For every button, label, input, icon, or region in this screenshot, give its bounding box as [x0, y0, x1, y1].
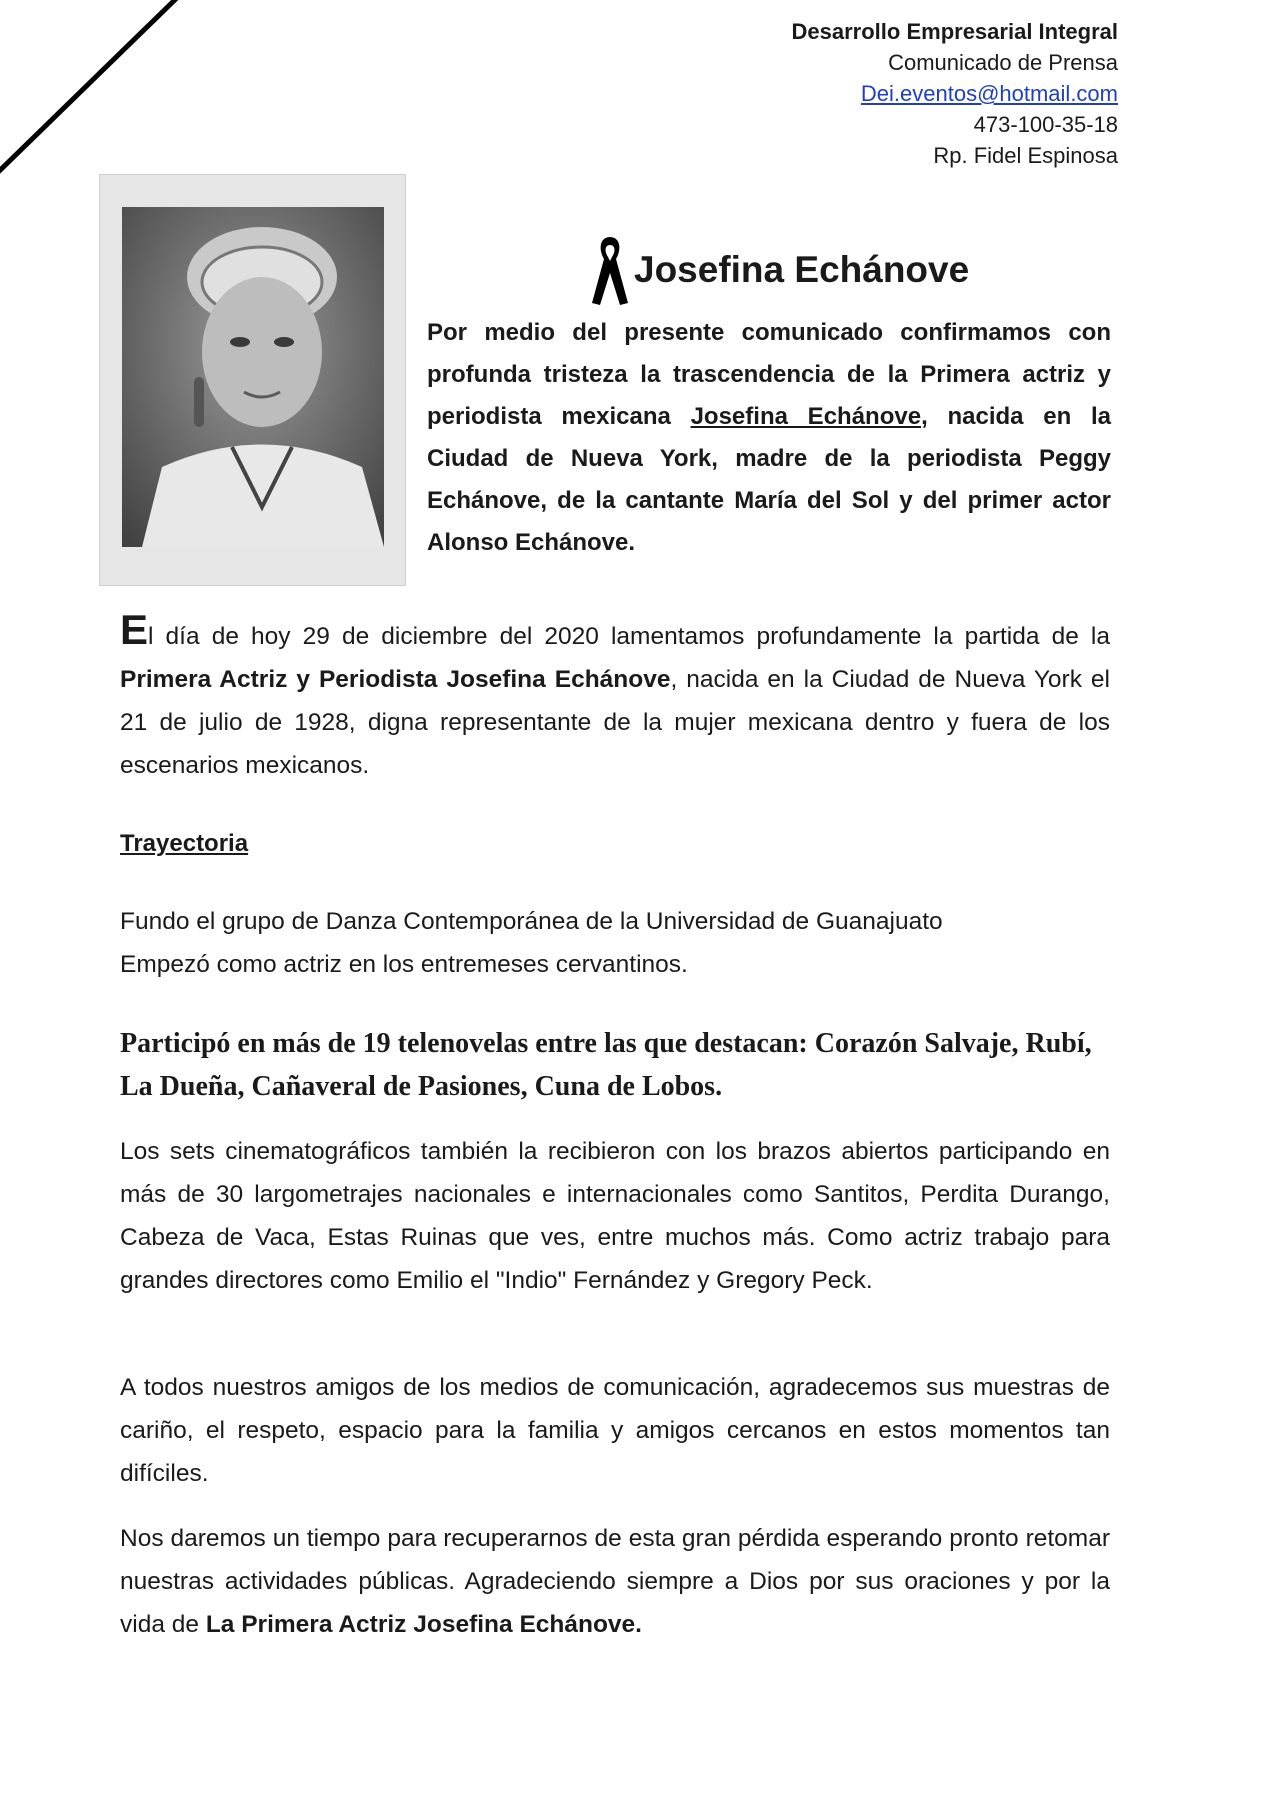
intro-paragraph	[427, 312, 1111, 564]
paragraph-career	[120, 900, 1110, 986]
announcement-bold-name: Primera Actriz y Periodista Josefina Echánove	[120, 666, 671, 693]
intro-text-end: , nacida en la Ciudad de Nueva York, madre de la periodista Peggy Echánove, de la cantante María del Sol y del primer actor Alonso Echánove.	[427, 403, 1112, 556]
paragraph-thanks: A todos nuestros amigos de los medios de comunicación, agradecemos sus muestras de cariño, el respeto, espacio para la familia y amigos cercanos en estos momentos tan difíciles.	[120, 1374, 1110, 1487]
contact-representative: Rp. Fidel Espinosa	[933, 143, 1118, 168]
contact-email-link[interactable]: Dei.eventos@hotmail.com	[860, 81, 1118, 106]
portrait-photo	[122, 207, 384, 547]
closing-text: Nos daremos un tiempo para recuperarnos de esta gran pérdida esperando pronto retomar nuestras actividades públicas. Agradeciendo siempre a Dios por sus oraciones y por la vida de	[120, 1525, 1110, 1638]
telenovelas-highlight: Participó en más de 19 telenovelas entre las que destacan: Corazón Salvaje, Rubí, La Dueña, Cañaveral de Pasiones, Cuna de Lobos.	[120, 1028, 1092, 1102]
organization-name: Desarrollo Empresarial Integral	[791, 19, 1118, 44]
black-ribbon-icon	[590, 233, 630, 307]
closing-bold-name: La Primera Actriz Josefina Echánove.	[205, 1611, 642, 1638]
page-title: Josefina Echánove	[634, 249, 970, 290]
title-row	[590, 233, 969, 307]
section-title-trayectoria: Trayectoria	[120, 830, 249, 857]
contact-phone: 473-100-35-18	[973, 112, 1118, 137]
intro-text-start: Por medio del presente comunicado confirmamos con profunda tristeza la trascendencia de la Primera actriz y periodista mexicana	[427, 319, 1111, 430]
press-header	[792, 16, 1118, 171]
paragraph-closing	[120, 1517, 1110, 1646]
mourning-stripe-icon	[0, 0, 200, 200]
intro-name-underlined: Josefina Echánove	[690, 403, 922, 430]
announcement-text-start: l día de hoy 29 de diciembre del 2020 lamentamos profundamente la partida de la	[148, 623, 1110, 650]
drop-cap: E	[120, 606, 149, 653]
career-line-1: Fundo el grupo de Danza Contemporánea de la Universidad de Guanajuato	[120, 908, 943, 935]
career-line-2: Empezó como actriz en los entremeses cervantinos.	[120, 951, 688, 978]
document-type: Comunicado de Prensa	[888, 50, 1118, 75]
paragraph-films: Los sets cinematográficos también la recibieron con los brazos abiertos participando en más de 30 largometrajes nacionales e internacionales como Santitos, Perdita Durango, Cabeza de Vaca, Estas Ruinas que ves, entre muchos más. Como actriz trabajo para grandes directores como Emilio el "Indio" Fernández y Gregory Peck.	[120, 1138, 1110, 1294]
portrait-photo-frame	[99, 174, 406, 586]
paragraph-announcement	[120, 606, 1111, 787]
announcement-text-end: , nacida en la Ciudad de Nueva York el 21 de julio de 1928, digna representante de la mujer mexicana dentro y fuera de los escenarios mexicanos.	[120, 666, 1111, 779]
